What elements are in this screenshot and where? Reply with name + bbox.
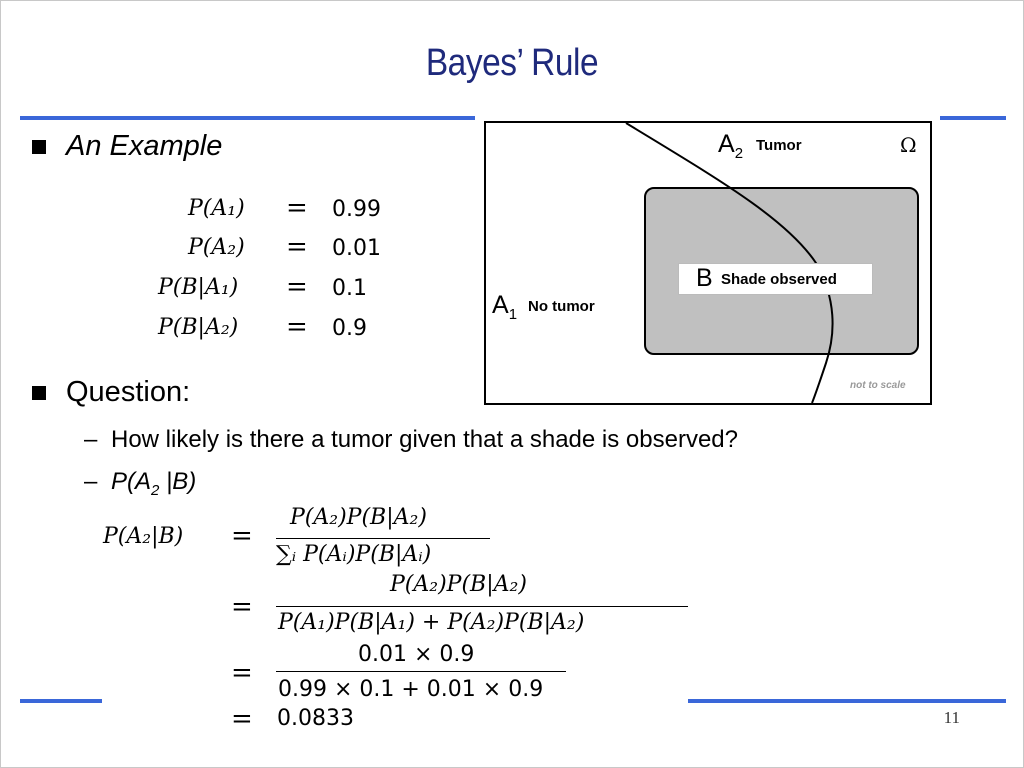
dash-icon: – [84,468,98,495]
footer-rule-right [688,699,1006,703]
slide-title: Bayes’ Rule [425,42,599,84]
line3-fraction-bar [276,671,566,672]
prior-rhs-1: 0.99 [332,197,381,222]
title-rule-right [940,116,1006,120]
prior-rhs-2: 0.01 [332,236,381,261]
bullet-square-icon [32,140,46,154]
prior-eq-1: = [286,193,308,223]
a1-letter: A [492,291,509,319]
tumor-diagram [484,121,932,405]
prior-rhs-3: 0.1 [332,276,367,301]
prior-rhs-4: 0.9 [332,316,367,341]
eq-line2: = [231,592,253,622]
tumor-label: Tumor [756,137,802,154]
scale-note: not to scale [850,380,906,391]
title-rule-left [20,116,475,120]
line2-numerator: P(A₂)P(B|A₂) [390,572,527,597]
page-number: 11 [943,708,960,727]
sub2-main: P(A [111,468,152,495]
footer-rule-left [20,699,102,703]
line1-denominator: ∑ᵢ P(Aᵢ)P(B|Aᵢ) [276,542,432,567]
prior-eq-3: = [286,272,308,302]
sub2-subscript: 2 [151,481,160,499]
a2-label [718,130,743,162]
line3-denominator: 0.99 × 0.1 + 0.01 × 0.9 [278,677,544,702]
a2-letter: A [718,130,735,158]
sub-bullet-1: How likely is there a tumor given that a shade is observed? [111,426,738,453]
bullet-square-icon [32,386,46,400]
eq-line1: = [231,521,253,551]
derivation-result: 0.0833 [277,706,354,731]
prior-lhs-2: P(A₂) [188,235,245,260]
sub2-rest: |B) [159,468,197,495]
sub-bullet-2 [111,468,196,499]
bullet-example: An Example [66,130,223,162]
prior-eq-2: = [286,232,308,262]
derivation-lhs: P(A₂|B) [103,524,184,549]
line2-denominator: P(A₁)P(B|A₁) + P(A₂)P(B|A₂) [278,610,585,635]
omega-label: Ω [900,133,917,157]
a2-subscript: 2 [734,145,744,162]
prior-lhs-1: P(A₁) [188,196,245,221]
prior-lhs-3: P(B|A₁) [158,275,239,300]
line2-fraction-bar [276,606,688,607]
bullet-question: Question: [66,376,191,408]
eq-line3: = [231,658,253,688]
a1-subscript: 1 [508,306,518,323]
no-tumor-label: No tumor [528,298,595,315]
line1-fraction-bar [276,538,490,539]
eq-line4: = [231,704,253,734]
line3-numerator: 0.01 × 0.9 [358,642,475,667]
line1-numerator: P(A₂)P(B|A₂) [290,505,427,530]
dash-icon: – [84,426,98,453]
b-label: B [696,264,713,292]
prior-eq-4: = [286,312,308,342]
a1-label [492,291,517,323]
shade-observed-label: Shade observed [721,271,837,288]
prior-lhs-4: P(B|A₂) [158,315,239,340]
